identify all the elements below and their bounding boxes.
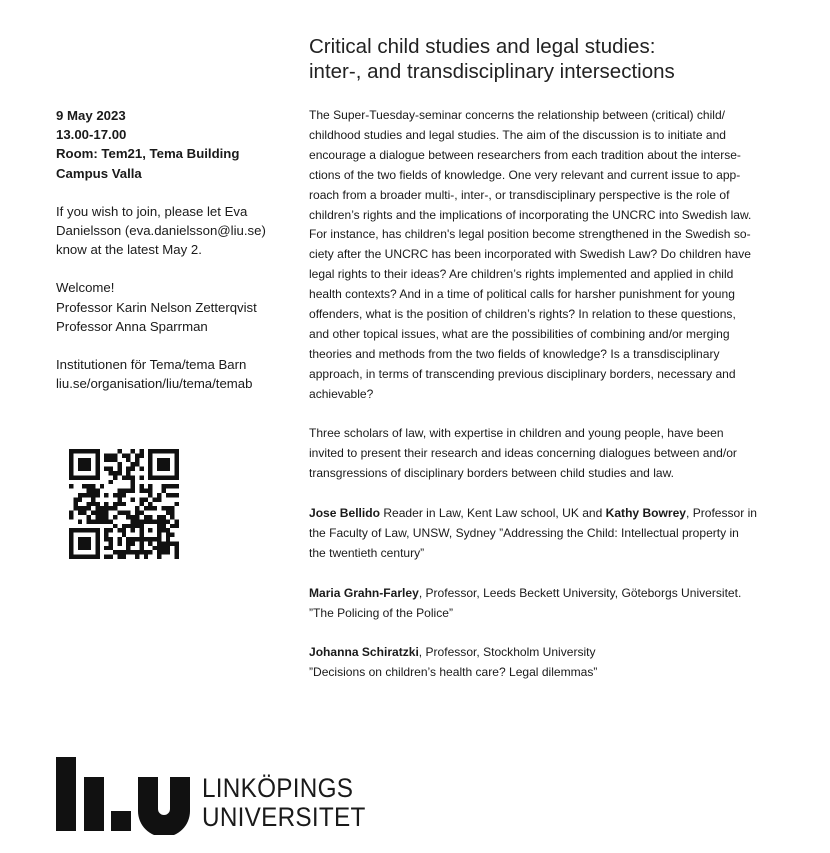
text-line: legal rights to their ideas? Are children’s rights implemented and applied in child <box>309 267 734 282</box>
speaker-name: Johanna Schiratzki <box>309 645 419 660</box>
text-line: children’s rights and the implications of incorporating the UNCRC into Swedish law. <box>309 207 752 222</box>
speaker-role: , Professor in <box>686 506 757 521</box>
text-line: offenders, what is the position of children’s rights? In relation to these questions, <box>309 307 736 322</box>
event-date: 9 May 2023 <box>56 108 126 123</box>
signup-line: know at the latest May 2. <box>56 242 202 258</box>
host-name: Professor Karin Nelson Zetterqvist <box>56 299 257 315</box>
scholars-paragraph <box>309 424 795 484</box>
talk-line: the Faculty of Law, UNSW, Sydney ”Addressing the Child: Intellectual property in <box>309 526 739 540</box>
event-campus: Campus Valla <box>56 165 142 181</box>
event-room: Room: Tem21, Tema Building <box>56 146 240 162</box>
intro-paragraph <box>309 106 795 405</box>
talk-title: ”Decisions on children’s health care? Legal dilemmas” <box>309 665 598 680</box>
event-details <box>56 106 306 393</box>
text-line: invited to present their research and ideas concerning dialogues between and/or <box>309 446 737 461</box>
event-time: 13.00-17.00 <box>56 127 127 143</box>
signup-line: If you wish to join, please let Eva <box>56 203 248 219</box>
speaker-role: Reader in Law, Kent Law school, UK and <box>379 506 606 521</box>
text-line: health contexts? And in a time of political calls for harsher punishment for young <box>309 287 735 302</box>
seminar-description <box>309 106 795 683</box>
text-line: theories and methods from the two fields of knowledge? Is a transdisciplinary <box>309 346 720 361</box>
text-line: childhood studies and legal studies. The aim of the discussion is to initiate and <box>309 127 726 142</box>
text-line: ctions of the two fields of knowledge. One very relevant and current issue to app- <box>309 167 741 182</box>
text-line: and other topical issues, what are the possibilities of combining and/or merging <box>309 326 730 341</box>
title-line-2: inter-, and transdisciplinary intersections <box>309 60 675 83</box>
title-line-1: Critical child studies and legal studies: <box>309 35 656 58</box>
speaker-name: Kathy Bowrey <box>605 506 686 521</box>
welcome-greeting: Welcome! <box>56 280 115 296</box>
university-name-line-1: LINKÖPINGS <box>202 773 354 803</box>
text-line: Three scholars of law, with expertise in children and young people, have been <box>309 426 724 441</box>
speaker-name: Maria Grahn-Farley <box>309 585 419 600</box>
university-name <box>202 774 384 832</box>
text-line: roach from a broader multi-, inter-, or transdisciplinary perspective is the role of <box>309 187 730 202</box>
host-name: Professor Anna Sparrman <box>56 318 208 334</box>
talk-1 <box>309 504 795 564</box>
qr-code-icon[interactable] <box>69 449 179 559</box>
text-line: approach, in terms of transcending previous disciplinary borders, necessary and <box>309 366 736 381</box>
speaker-affiliation: , Professor, Stockholm University <box>418 645 596 660</box>
talk-title: ”The Policing of the Police” <box>309 605 453 620</box>
talk-3 <box>309 643 795 683</box>
talk-line: the twentieth century” <box>309 545 425 560</box>
text-line: encourage a dialogue between researchers from each tradition about the interse- <box>309 147 741 162</box>
signup-line: Danielsson (eva.danielsson@liu.se) <box>56 223 266 239</box>
page-title <box>309 34 809 84</box>
speaker-name: Jose Bellido <box>309 506 380 521</box>
text-line: The Super-Tuesday-seminar concerns the relationship between (critical) child/ <box>309 108 726 122</box>
text-line: transgressions of disciplinary borders between child studies and law. <box>309 466 674 481</box>
text-line: For instance, has children's legal position become strengthened in the Swedish so- <box>309 227 751 242</box>
text-line: ciety after the UNCRC has been incorporated with Swedish Law? Do children have <box>309 247 751 262</box>
speaker-affiliation: , Professor, Leeds Beckett University, Göteborgs Universitet. <box>418 585 742 600</box>
talk-2 <box>309 584 795 624</box>
text-line: achievable? <box>309 386 374 401</box>
institution-name: Institutionen för Tema/tema Barn <box>56 357 247 373</box>
university-name-line-2: UNIVERSITET <box>202 802 366 832</box>
institution-url: liu.se/organisation/liu/tema/temab <box>56 376 253 392</box>
